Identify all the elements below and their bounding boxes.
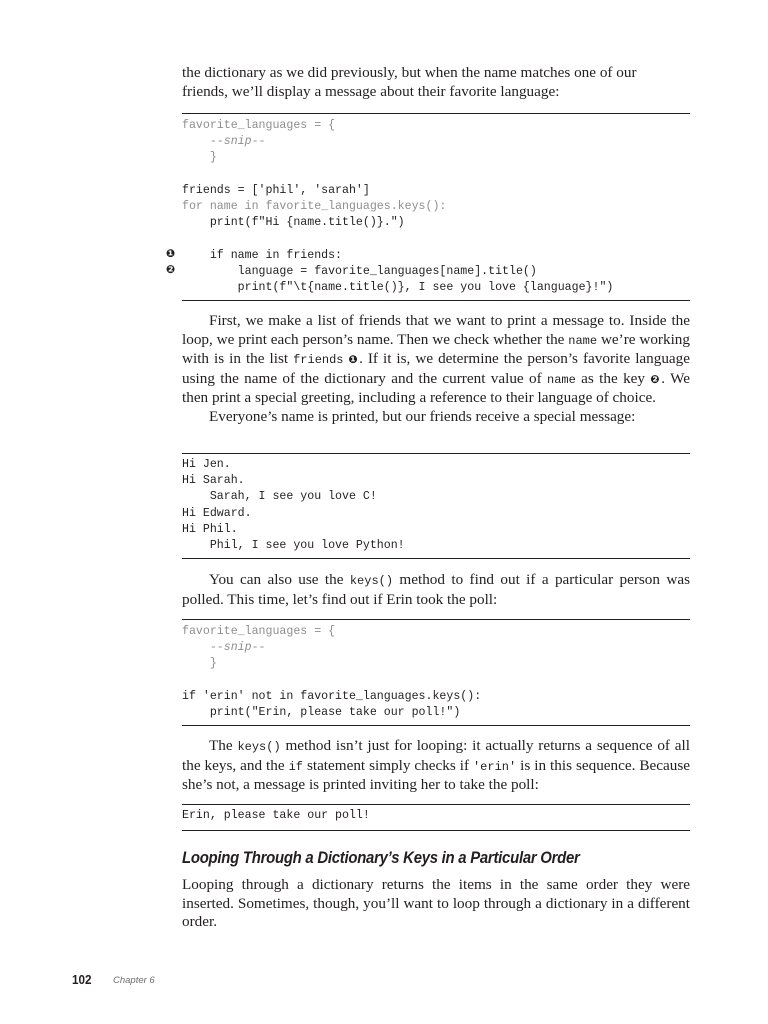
para4-text-4: is in this sequence. Because she’s not, a message is printed inviting her to take the poll: <box>182 756 690 794</box>
section-heading: Looping Through a Dictionary’s Keys in a Particular Order <box>182 848 580 867</box>
output1-line-5: Hi Phil. <box>182 522 238 536</box>
code1-line-10: language = favorite_languages[name].title() <box>182 264 537 278</box>
inline-code-erin: 'erin' <box>472 759 517 774</box>
inline-code-name-2: name <box>547 372 576 387</box>
para4-text-1: The <box>209 737 238 754</box>
para1-text-3: . If it is, we determine the person’s favorite language using the name of the dictionary and the current value of <box>182 350 691 387</box>
page-number: 102 <box>72 972 92 987</box>
code2-line-2: --snip-- <box>182 641 266 655</box>
callout-ref-2: ❷ <box>650 372 662 386</box>
inline-code-if: if <box>288 759 303 774</box>
output1-line-1: Hi Jen. <box>182 458 231 471</box>
para1-text-5: . We then print a special greeting, including a reference to their language of choice. <box>182 369 690 407</box>
output-listing-1 <box>182 453 690 559</box>
code1-line-11: print(f"\t{name.title()}, I see you love {language}!") <box>182 281 614 295</box>
intro-line-2: friends, we’ll display a message about their favorite language: <box>182 82 560 100</box>
output1-line-2: Hi Sarah. <box>182 474 245 488</box>
code1-line-9: if name in friends: <box>182 248 343 262</box>
code2-line-3: } <box>182 657 217 671</box>
code1-line-5: friends = ['phil', 'sarah'] <box>182 183 370 197</box>
code2-line-1: favorite_languages = { <box>182 625 336 638</box>
output-intro-paragraph: Everyone’s name is printed, but our friends receive a special message: <box>209 407 636 425</box>
code1-line-1: favorite_languages = { <box>182 119 336 132</box>
output-listing-2 <box>182 804 690 831</box>
keys-method-paragraph <box>182 571 690 609</box>
callout-marker-2: ❷ <box>166 263 176 276</box>
code1-line-2: --snip-- <box>182 135 266 149</box>
keys-sequence-paragraph <box>182 737 690 795</box>
inline-code-friends: friends <box>293 353 344 368</box>
para4-text-3: statement simply checks if <box>302 756 473 774</box>
code1-line-3: } <box>182 151 217 165</box>
para4-text-2: method isn’t just for looping: it actually returns a sequence of all the keys, and the <box>182 737 690 774</box>
intro-paragraph <box>182 64 690 101</box>
section-intro-paragraph <box>182 876 690 932</box>
explanation-paragraph <box>182 312 690 427</box>
code2-line-6: print("Erin, please take our poll!") <box>182 706 461 720</box>
callout-ref-1: ❶ <box>348 353 360 367</box>
code1-line-7: print(f"Hi {name.title()}.") <box>182 216 405 230</box>
inline-code-keys-2: keys() <box>237 740 281 754</box>
code1-line-6: for name in favorite_languages.keys(): <box>182 200 447 214</box>
output1-line-3: Sarah, I see you love C! <box>182 490 377 504</box>
inline-code-keys: keys() <box>349 574 394 588</box>
para5-text: Looping through a dictionary returns the items in the same order they were inserted. Sometimes, though, you’ll want to loop through a dictionary in a different order. <box>182 876 690 931</box>
para3-text-1: You can also use the <box>209 571 350 588</box>
code2-line-5: if 'erin' not in favorite_languages.keys(): <box>182 689 482 703</box>
callout-marker-1: ❶ <box>166 247 176 260</box>
intro-line-1: the dictionary as we did previously, but when the name matches one of our <box>182 64 637 81</box>
inline-code-name: name <box>568 333 598 348</box>
para1-text-1: First, we make a list of friends that we want to print a message to. Inside the loop, we print each person’s name. Then we check whether the <box>182 312 690 348</box>
para3-text-2: method to find out if a particular person was polled. This time, let’s find out if Erin took the poll: <box>182 571 690 608</box>
output1-line-6: Phil, I see you love Python! <box>182 539 405 553</box>
code-listing-2 <box>182 619 690 726</box>
para1-text-4: as the key <box>575 369 651 387</box>
code-listing-1 <box>182 113 690 301</box>
output1-line-4: Hi Edward. <box>182 506 252 520</box>
output2-line-1: Erin, please take our poll! <box>182 809 370 822</box>
para1-text-2: we’re working with is in the list <box>182 330 690 368</box>
chapter-label: Chapter 6 <box>113 975 155 986</box>
